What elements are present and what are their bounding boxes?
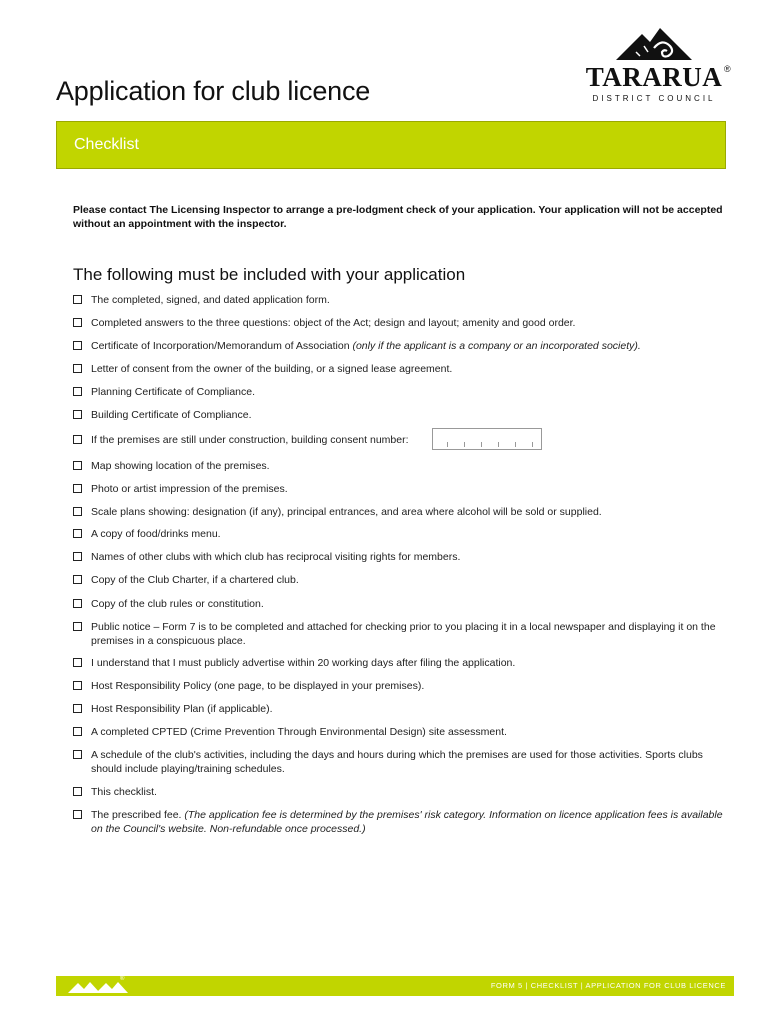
building-consent-number-field[interactable]: [432, 428, 542, 450]
checklist-item: [73, 527, 723, 541]
item-text: The completed, signed, and dated application form.: [91, 294, 330, 306]
checklist-item: [73, 573, 723, 587]
checkbox[interactable]: [73, 507, 82, 516]
item-text: A schedule of the club's activities, including the days and hours during which the premises are used for those activities. Sports clubs should include playing/training schedules.: [91, 749, 703, 775]
logo-wordmark: TARARUA: [585, 62, 723, 92]
footer-bar: [56, 976, 734, 996]
checkbox[interactable]: [73, 461, 82, 470]
pre-lodgment-notice: Please contact The Licensing Inspector to arrange a pre-lodgment check of your application. Your application will not be accepted without an appointment with the inspector.: [73, 204, 723, 230]
checkbox[interactable]: [73, 364, 82, 373]
checkbox[interactable]: [73, 575, 82, 584]
item-text: Host Responsibility Plan (if applicable).: [91, 703, 273, 715]
item-text: Certificate of Incorporation/Memorandum of Association: [91, 340, 353, 352]
checklist-item: [73, 408, 723, 422]
checklist-item: [73, 748, 723, 776]
item-text: This checklist.: [91, 786, 157, 798]
item-text: Host Responsibility Policy (one page, to be displayed in your premises).: [91, 680, 425, 692]
checklist-item: [73, 482, 723, 496]
checklist-item: [73, 339, 723, 353]
checklist-item: [73, 433, 723, 447]
checklist-item: [73, 362, 723, 376]
checklist-item: [73, 725, 723, 739]
item-text: Photo or artist impression of the premises.: [91, 483, 288, 495]
checkbox[interactable]: [73, 704, 82, 713]
checklist-item: [73, 785, 723, 799]
checklist-item: [73, 459, 723, 473]
checkbox[interactable]: [73, 341, 82, 350]
checklist-item: [73, 550, 723, 564]
logo-subtitle: DISTRICT COUNCIL: [592, 94, 716, 103]
checkbox[interactable]: [73, 410, 82, 419]
checklist-banner: [56, 121, 726, 169]
item-text: Copy of the Club Charter, if a chartered club.: [91, 574, 299, 586]
checkbox[interactable]: [73, 750, 82, 759]
checkbox[interactable]: [73, 727, 82, 736]
item-text: Letter of consent from the owner of the building, or a signed lease agreement.: [91, 363, 453, 375]
checkbox[interactable]: [73, 622, 82, 631]
checkbox[interactable]: [73, 484, 82, 493]
checkbox[interactable]: [73, 529, 82, 538]
item-text: Copy of the club rules or constitution.: [91, 598, 264, 610]
checklist-item: [73, 316, 723, 330]
checkbox[interactable]: [73, 787, 82, 796]
checklist-item: [73, 293, 723, 307]
checkbox[interactable]: [73, 658, 82, 667]
page-title: Application for club licence: [56, 76, 371, 106]
checklist-item: [73, 679, 723, 693]
item-text: Names of other clubs with which club has reciprocal visiting rights for members.: [91, 551, 461, 563]
checklist-item: [73, 656, 723, 670]
banner-label: Checklist: [74, 136, 139, 153]
item-text: A copy of food/drinks menu.: [91, 528, 221, 540]
registered-mark: ®: [724, 64, 731, 74]
checkbox[interactable]: [73, 681, 82, 690]
checklist-item: [73, 702, 723, 716]
item-text: Scale plans showing: designation (if any), principal entrances, and area where alcohol will be sold or supplied.: [91, 506, 602, 518]
footer-text: FORM 5 | CHECKLIST | APPLICATION FOR CLUB LICENCE: [490, 981, 726, 990]
checkbox[interactable]: [73, 295, 82, 304]
checklist-item: [73, 385, 723, 399]
checkbox[interactable]: [73, 599, 82, 608]
item-text: If the premises are still under construction, building consent number:: [91, 434, 409, 446]
item-text: Building Certificate of Compliance.: [91, 409, 252, 421]
field-comb-marks: [447, 442, 533, 447]
item-note: (The application fee is determined by the premises' risk category. Information on licence application fees is available on the Council's website. Non-refundable once processed.): [91, 809, 723, 835]
checkbox[interactable]: [73, 435, 82, 444]
checklist-item: [73, 620, 723, 648]
item-text: Map showing location of the premises.: [91, 460, 270, 472]
council-logo: [584, 26, 734, 106]
footer-registered-mark: ®: [120, 976, 125, 982]
checkbox[interactable]: [73, 810, 82, 819]
item-text: Planning Certificate of Compliance.: [91, 386, 256, 398]
checklist-item: [73, 505, 723, 519]
checkbox[interactable]: [73, 318, 82, 327]
checkbox[interactable]: [73, 552, 82, 561]
checklist-item: [73, 597, 723, 611]
item-text: Public notice – Form 7 is to be completed and attached for checking prior to you placing it in a local newspaper and displaying it on the premises in a conspicuous place.: [91, 621, 716, 647]
item-text: Completed answers to the three questions: object of the Act; design and layout; amenity and good order.: [91, 317, 576, 329]
mountain-koru-icon: [614, 26, 694, 62]
checklist-item: [73, 808, 723, 836]
mountains-icon: [66, 978, 138, 994]
item-text: A completed CPTED (Crime Prevention Through Environmental Design) site assessment.: [91, 726, 507, 738]
item-text: I understand that I must publicly advertise within 20 working days after filing the application.: [91, 657, 516, 669]
item-text: The prescribed fee.: [91, 809, 185, 821]
item-note: (only if the applicant is a company or an incorporated society).: [352, 340, 641, 352]
checkbox[interactable]: [73, 387, 82, 396]
section-heading: The following must be included with your application: [73, 265, 466, 284]
